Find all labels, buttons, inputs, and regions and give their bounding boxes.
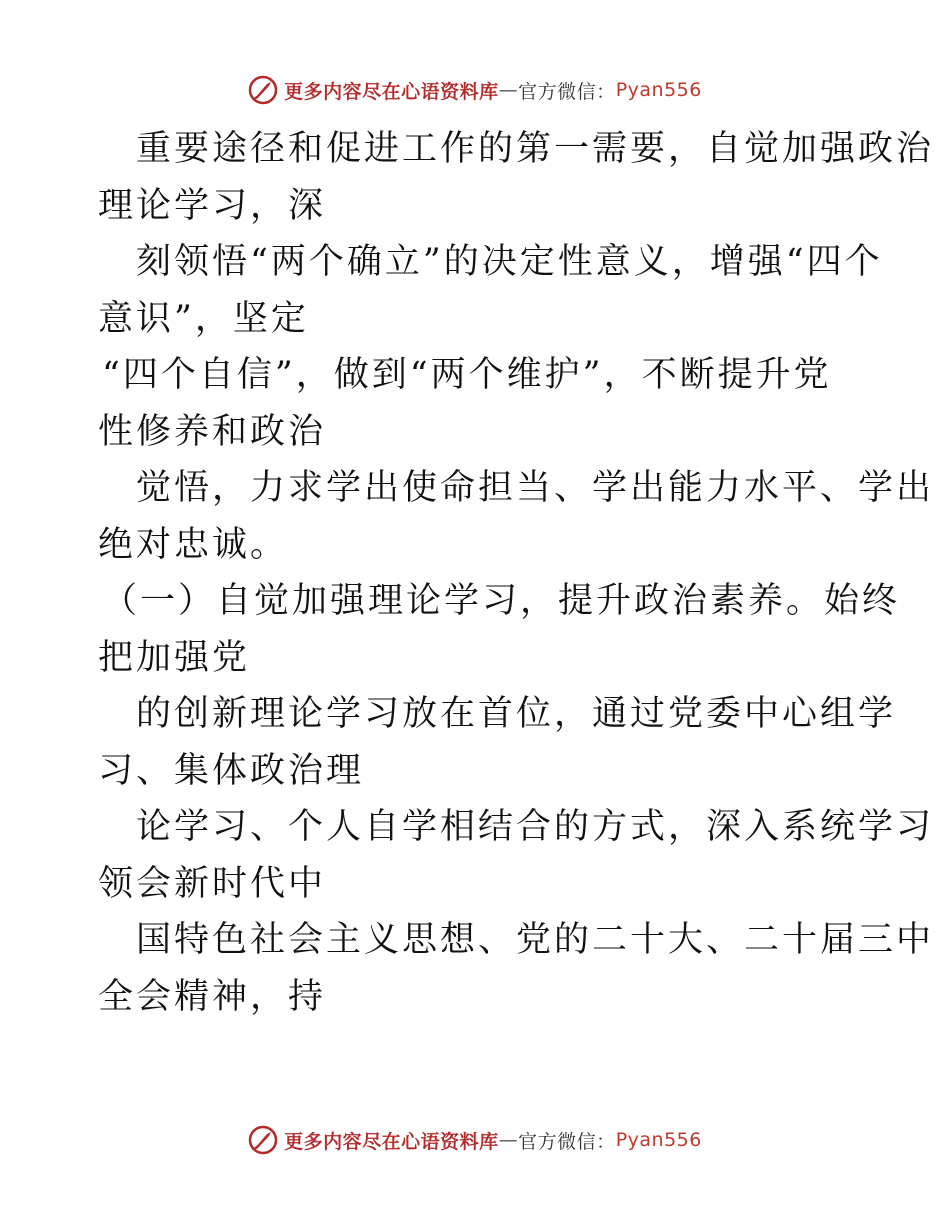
header-separator: — (498, 79, 519, 101)
body-line: 国特色社会主义思想、党的二十大、二十届三中 (136, 920, 935, 960)
body-line: 性修养和政治 (98, 411, 327, 452)
body-line: 领会新时代中 (98, 863, 327, 904)
body-line: 习、集体政治理 (98, 750, 365, 791)
body-line: 觉悟，力求学出使命担当、学出能力水平、学出 (136, 468, 935, 508)
body-line: “四个自信”，做到“两个维护”，不断提升党 (102, 355, 832, 395)
body-line: 论学习、个人自学相结合的方式，深入系统学习 (136, 807, 935, 847)
footer-wechat-label: 官方微信： (518, 1130, 616, 1153)
body-line: 意识”，坚定 (98, 298, 309, 339)
footer-separator: — (498, 1129, 519, 1151)
quill-pen-icon (248, 1125, 278, 1155)
body-line: 理论学习，深 (98, 185, 327, 226)
body-line: 把加强党 (98, 637, 251, 678)
body-line: 绝对忠诚。 (98, 524, 289, 565)
body-line: 全会精神，持 (98, 976, 327, 1017)
document-body (98, 121, 935, 1025)
quill-pen-icon (248, 75, 278, 105)
footer-wechat-id: Pyan556 (615, 1129, 702, 1151)
body-line: （一）自觉加强理论学习，提升政治素养。始终 (102, 581, 901, 621)
header-site-text: 更多内容尽在心语资料库 (284, 80, 499, 103)
footer-banner (0, 1120, 950, 1160)
body-line: 刻领悟“两个确立”的决定性意义，增强“四个 (136, 242, 883, 282)
header-banner (0, 70, 950, 110)
header-wechat-id: Pyan556 (615, 79, 702, 101)
footer-site-text: 更多内容尽在心语资料库 (284, 1130, 499, 1153)
body-line: 的创新理论学习放在首位，通过党委中心组学 (136, 694, 897, 734)
body-line: 重要途径和促进工作的第一需要，自觉加强政治 (136, 129, 935, 169)
header-wechat-label: 官方微信： (518, 80, 616, 103)
